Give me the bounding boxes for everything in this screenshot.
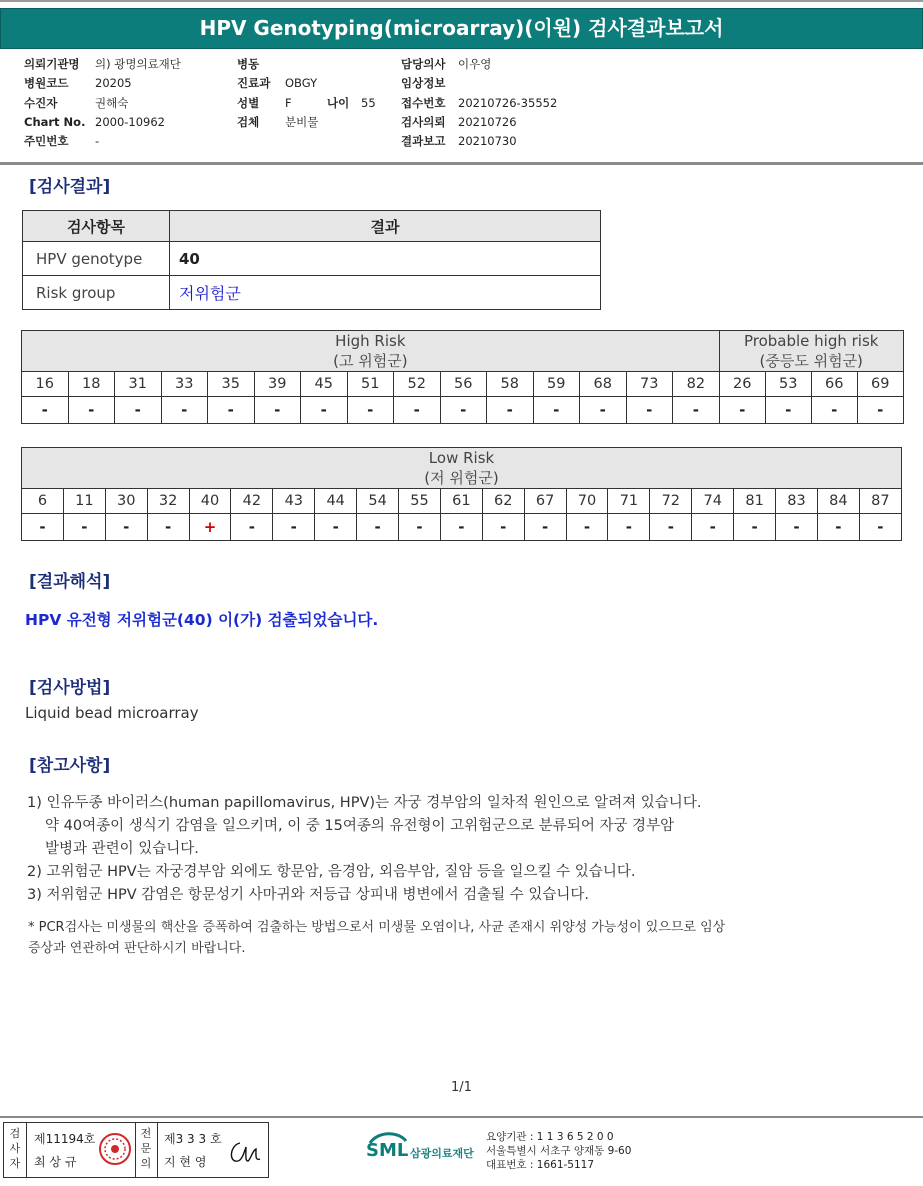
info-value: 20210726-35552 [458, 95, 558, 110]
low-risk-label: Low Risk [428, 449, 495, 467]
interpretation-text: HPV 유전형 저위험군(40) 이(가) 검출되었습니다. [25, 611, 379, 629]
info-label: 담당의사 [401, 57, 446, 71]
info-row [24, 94, 224, 113]
top-border-line [0, 0, 923, 2]
genotype-cell: 56 [440, 372, 487, 397]
info-row [24, 74, 224, 93]
genotype-cell: 35 [208, 372, 255, 397]
col-item-header: 검사항목 [23, 211, 170, 242]
genotype-cell: 82 [673, 372, 720, 397]
genotype-result-cell: - [440, 397, 487, 424]
genotype-cell: 83 [776, 489, 818, 514]
genotype-result-cell: - [817, 514, 859, 541]
genotype-result-cell: - [859, 514, 901, 541]
info-row [24, 55, 224, 74]
genotype-cell: 87 [859, 489, 901, 514]
low-risk-group-cell [22, 448, 902, 489]
org-phone: 대표번호 : 1661-5117 [486, 1159, 595, 1171]
org-code: 요양기관 : 1 1 3 6 5 2 0 0 [486, 1131, 614, 1143]
genotype-result-cell: - [105, 514, 147, 541]
genotype-result-cell: - [566, 514, 608, 541]
high-risk-label: High Risk [335, 332, 406, 350]
genotype-cell: 61 [440, 489, 482, 514]
info-label: 수진자 [24, 95, 58, 110]
footer-separator [0, 1116, 923, 1118]
genotype-result-cell: - [734, 514, 776, 541]
genotype-cell: 45 [301, 372, 348, 397]
genotype-cell: 73 [626, 372, 673, 397]
genotype-result-cell: - [301, 397, 348, 424]
divider [135, 1123, 136, 1177]
note-line: 증상과 연관하여 판단하시기 바랍니다. [28, 941, 246, 956]
genotype-result-cell: - [487, 397, 534, 424]
report-title: HPV Genotyping(microarray)(이원) 검사결과보고서 [0, 8, 923, 49]
genotype-cell: 30 [105, 489, 147, 514]
genotype-result-cell: - [482, 514, 524, 541]
patient-info-col2 [237, 55, 397, 132]
patient-info-col3 [401, 55, 621, 151]
logo-text: SML [366, 1140, 409, 1161]
info-value: 권해숙 [95, 95, 129, 110]
col-result-header: 결과 [170, 211, 601, 242]
result-value: 40 [170, 242, 601, 276]
reference-line: 2) 고위험군 HPV는 자궁경부암 외에도 항문암, 음경암, 외음부암, 질암 등을 일으킬 수 있습니다. [27, 864, 636, 880]
info-label: 검체 [237, 114, 260, 129]
genotype-result-cell: - [63, 514, 105, 541]
reference-line: 3) 저위험군 HPV 감염은 항문성기 사마귀와 저등급 상피내 병변에서 검출될 수 있습니다. [27, 887, 589, 903]
genotype-result-cell: + [189, 514, 231, 541]
info-row [24, 132, 224, 151]
reference-line: 발병과 관련이 있습니다. [45, 841, 199, 857]
info-label: 임상정보 [401, 76, 446, 91]
probable-risk-label: Probable high risk [743, 332, 879, 350]
info-value: 20210726 [458, 114, 517, 129]
genotype-cell: 53 [765, 372, 811, 397]
specialist-name: 지 현 영 [164, 1155, 207, 1169]
pcr-note [28, 917, 908, 959]
inspector-name: 최 상 규 [34, 1155, 77, 1169]
type-row [22, 372, 904, 397]
genotype-cell: 81 [734, 489, 776, 514]
genotype-cell: 84 [817, 489, 859, 514]
info-row [401, 113, 621, 132]
genotype-cell: 51 [347, 372, 394, 397]
genotype-cell: 32 [147, 489, 189, 514]
info-label: 결과보고 [401, 134, 446, 149]
genotype-cell: 43 [273, 489, 315, 514]
high-risk-table [21, 330, 904, 424]
group-row [22, 331, 904, 372]
low-risk-table [21, 447, 902, 541]
specialist-number: 제3 3 3 호 [164, 1132, 222, 1146]
genotype-cell: 26 [719, 372, 765, 397]
genotype-cell: 39 [254, 372, 301, 397]
type-row [22, 489, 902, 514]
results-table [22, 210, 601, 310]
specialist-label: 전문의 [140, 1127, 152, 1170]
genotype-cell: 70 [566, 489, 608, 514]
genotype-cell: 40 [189, 489, 231, 514]
genotype-result-cell: - [399, 514, 441, 541]
info-label: 성별 [237, 95, 260, 110]
signature-icon [226, 1133, 266, 1169]
info-row [401, 74, 621, 93]
info-row [237, 113, 397, 132]
genotype-result-cell: - [161, 397, 208, 424]
genotype-cell: 18 [68, 372, 115, 397]
genotype-result-cell: - [115, 397, 162, 424]
patient-info-col1 [24, 55, 224, 151]
genotype-result-cell: - [440, 514, 482, 541]
genotype-result-cell: - [273, 514, 315, 541]
genotype-result-cell: - [765, 397, 811, 424]
genotype-result-cell: - [315, 514, 357, 541]
genotype-result-cell: - [147, 514, 189, 541]
reference-line: 1) 인유두종 바이러스(human papillomavirus, HPV)는 자궁 경부암의 일차적 원인으로 알려져 있습니다. [27, 795, 702, 811]
age-label: 나이 [327, 95, 350, 110]
genotype-result-cell: - [608, 514, 650, 541]
genotype-cell: 31 [115, 372, 162, 397]
org-contact [486, 1130, 631, 1172]
genotype-cell: 67 [524, 489, 566, 514]
genotype-result-cell: - [357, 514, 399, 541]
info-value: 분비물 [285, 114, 319, 129]
genotype-result-cell: - [524, 514, 566, 541]
result-item: HPV genotype [23, 242, 170, 276]
genotype-result-cell: - [347, 397, 394, 424]
results-header-row [23, 211, 601, 242]
info-row [401, 94, 621, 113]
reference-line: 약 40여종이 생식기 감염을 일으키며, 이 중 15여종의 유전형이 고위험군으로 분류되어 자궁 경부암 [45, 818, 675, 834]
genotype-result-cell: - [857, 397, 903, 424]
info-label: 진료과 [237, 76, 271, 91]
info-value: 20205 [95, 76, 132, 91]
info-label: 검사의뢰 [401, 114, 446, 129]
info-label: 의뢰기관명 [24, 57, 80, 71]
org-name: 삼광의료재단 [410, 1147, 474, 1160]
high-risk-group-cell [22, 331, 720, 372]
genotype-result-cell: - [22, 397, 69, 424]
genotype-result-cell: - [231, 514, 273, 541]
genotype-result-cell: - [68, 397, 115, 424]
info-value: 20210730 [458, 134, 517, 149]
info-label: Chart No. [24, 114, 86, 129]
header-separator [0, 162, 923, 165]
genotype-result-cell: - [811, 397, 857, 424]
references-list [27, 792, 907, 907]
org-address: 서울특별시 서초구 양재동 9-60 [486, 1145, 632, 1157]
genotype-cell: 58 [487, 372, 534, 397]
results-heading: [검사결과] [29, 177, 111, 197]
interpretation-heading: [결과해석] [29, 572, 111, 592]
info-row [24, 113, 224, 132]
genotype-cell: 71 [608, 489, 650, 514]
genotype-result-cell: - [394, 397, 441, 424]
genotype-cell: 68 [580, 372, 627, 397]
info-value: 2000-10962 [95, 114, 165, 129]
low-risk-sublabel: (저 위험군) [424, 469, 499, 487]
info-row [237, 74, 397, 93]
info-value: - [95, 134, 100, 149]
genotype-cell: 44 [315, 489, 357, 514]
info-label: 주민번호 [24, 134, 69, 149]
genotype-cell: 66 [811, 372, 857, 397]
genotype-result-cell: - [580, 397, 627, 424]
table-row [23, 276, 601, 310]
age-value: 55 [361, 95, 376, 110]
info-value: F [285, 95, 292, 110]
inspector-number: 제11194호 [34, 1132, 96, 1146]
result-row [22, 397, 904, 424]
info-label: 접수번호 [401, 95, 446, 110]
result-item: Risk group [23, 276, 170, 310]
genotype-cell: 72 [650, 489, 692, 514]
genotype-result-cell: - [692, 514, 734, 541]
signature-box [3, 1122, 269, 1178]
genotype-cell: 74 [692, 489, 734, 514]
seal-icon [97, 1130, 133, 1168]
divider [157, 1123, 158, 1177]
genotype-result-cell: - [22, 514, 64, 541]
info-value: 이우영 [458, 57, 492, 71]
genotype-result-cell: - [254, 397, 301, 424]
genotype-cell: 59 [533, 372, 580, 397]
note-line: * PCR검사는 미생물의 핵산을 증폭하여 검출하는 방법으로서 미생물 오염이나, 사균 존재시 위양성 가능성이 있으므로 임상 [28, 920, 726, 935]
info-label: 병원코드 [24, 76, 69, 91]
info-row [237, 94, 397, 113]
genotype-cell: 42 [231, 489, 273, 514]
genotype-cell: 54 [357, 489, 399, 514]
genotype-result-cell: - [208, 397, 255, 424]
result-row [22, 514, 902, 541]
info-label: 병동 [237, 57, 260, 71]
info-row [401, 55, 621, 74]
genotype-cell: 69 [857, 372, 903, 397]
genotype-cell: 55 [399, 489, 441, 514]
genotype-result-cell: - [776, 514, 818, 541]
probable-risk-sublabel: (중등도 위험군) [759, 352, 863, 370]
info-value: OBGY [285, 76, 318, 91]
genotype-cell: 52 [394, 372, 441, 397]
inspector-label: 검사자 [9, 1127, 21, 1170]
info-value: 의) 광명의료재단 [95, 57, 181, 71]
divider [26, 1123, 27, 1177]
info-row [237, 55, 397, 74]
genotype-cell: 16 [22, 372, 69, 397]
genotype-result-cell: - [650, 514, 692, 541]
genotype-result-cell: - [626, 397, 673, 424]
probable-risk-group-cell [719, 331, 903, 372]
method-heading: [검사방법] [29, 678, 111, 698]
genotype-result-cell: - [673, 397, 720, 424]
high-risk-sublabel: (고 위험군) [333, 352, 408, 370]
genotype-result-cell: - [533, 397, 580, 424]
genotype-cell: 6 [22, 489, 64, 514]
page-number: 1/1 [451, 1080, 472, 1095]
table-row [23, 242, 601, 276]
genotype-cell: 33 [161, 372, 208, 397]
references-heading: [참고사항] [29, 756, 111, 776]
genotype-cell: 62 [482, 489, 524, 514]
genotype-result-cell: - [719, 397, 765, 424]
group-row [22, 448, 902, 489]
result-value: 저위험군 [170, 276, 601, 310]
genotype-cell: 11 [63, 489, 105, 514]
method-text: Liquid bead microarray [25, 704, 199, 722]
info-row [401, 132, 621, 151]
